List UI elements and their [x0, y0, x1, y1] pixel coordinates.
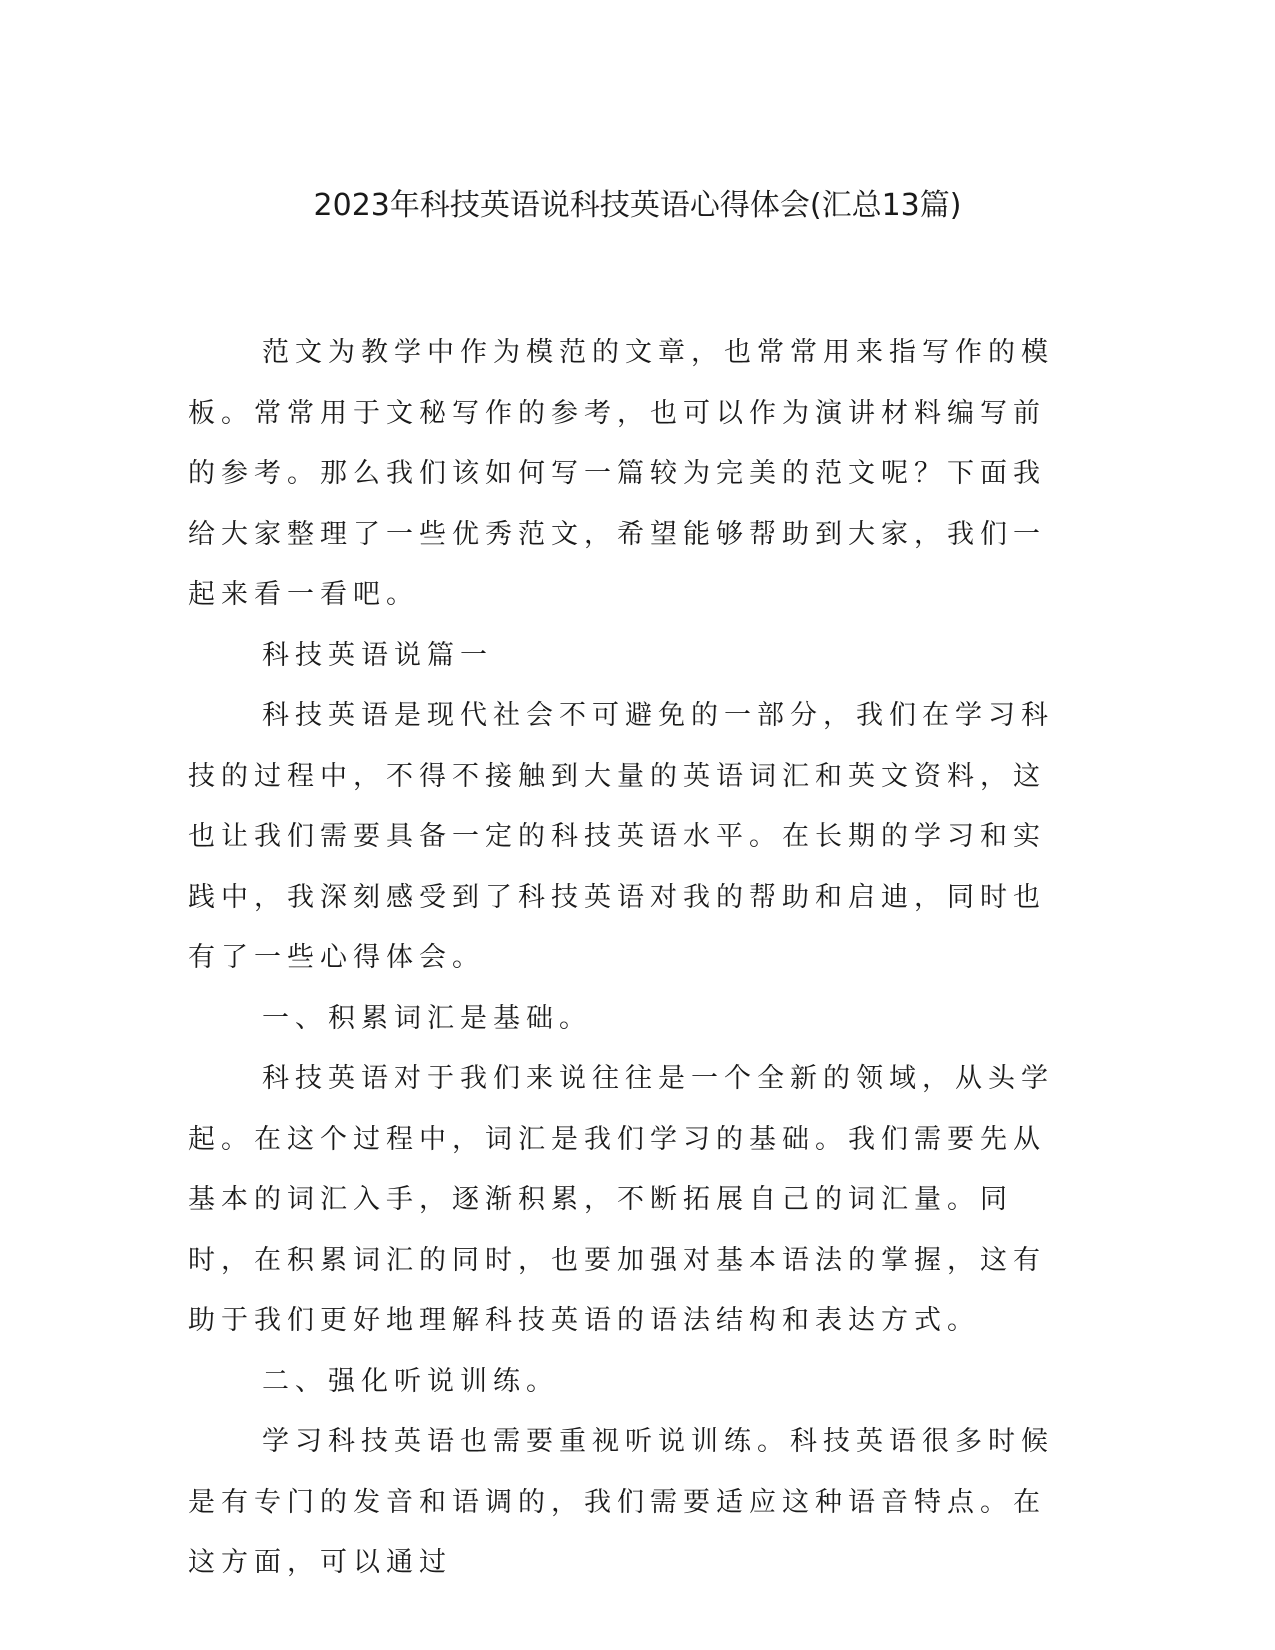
paragraph-intro: 范文为教学中作为模范的文章，也常常用来指写作的模板。常常用于文秘写作的参考，也可以作为演讲材料编写前的参考。那么我们该如何写一篇较为完美的范文呢？下面我给大家整理了一些优秀范文，希望能够帮助到大家，我们一起来看一看吧。 — [188, 337, 1054, 610]
paragraph-part-one: 科技英语是现代社会不可避免的一部分，我们在学习科技的过程中，不得不接触到大量的英语词汇和英文资料，这也让我们需要具备一定的科技英语水平。在长期的学习和实践中，我深刻感受到了科技英语对我的帮助和启迪，同时也有了一些心得体会。 — [188, 700, 1054, 973]
subheading-listening-speaking: 二、强化听说训练。 — [262, 1365, 559, 1397]
paragraph-listening-speaking: 学习科技英语也需要重视听说训练。科技英语很多时候是有专门的发音和语调的，我们需要适应这种语音特点。在这方面，可以通过 — [188, 1426, 1054, 1578]
document-body — [188, 323, 1076, 1594]
subheading-vocabulary: 一、积累词汇是基础。 — [262, 1002, 592, 1034]
paragraph-vocabulary: 科技英语对于我们来说往往是一个全新的领域，从头学起。在这个过程中，词汇是我们学习的基础。我们需要先从基本的词汇入手，逐渐积累，不断拓展自己的词汇量。同时，在积累词汇的同时，也要加强对基本语法的掌握，这有助于我们更好地理解科技英语的语法结构和表达方式。 — [188, 1063, 1054, 1336]
section-heading-part-one: 科技英语说篇一 — [262, 639, 493, 671]
document-title: 2023年科技英语说科技英语心得体会(汇总13篇) — [313, 188, 962, 223]
